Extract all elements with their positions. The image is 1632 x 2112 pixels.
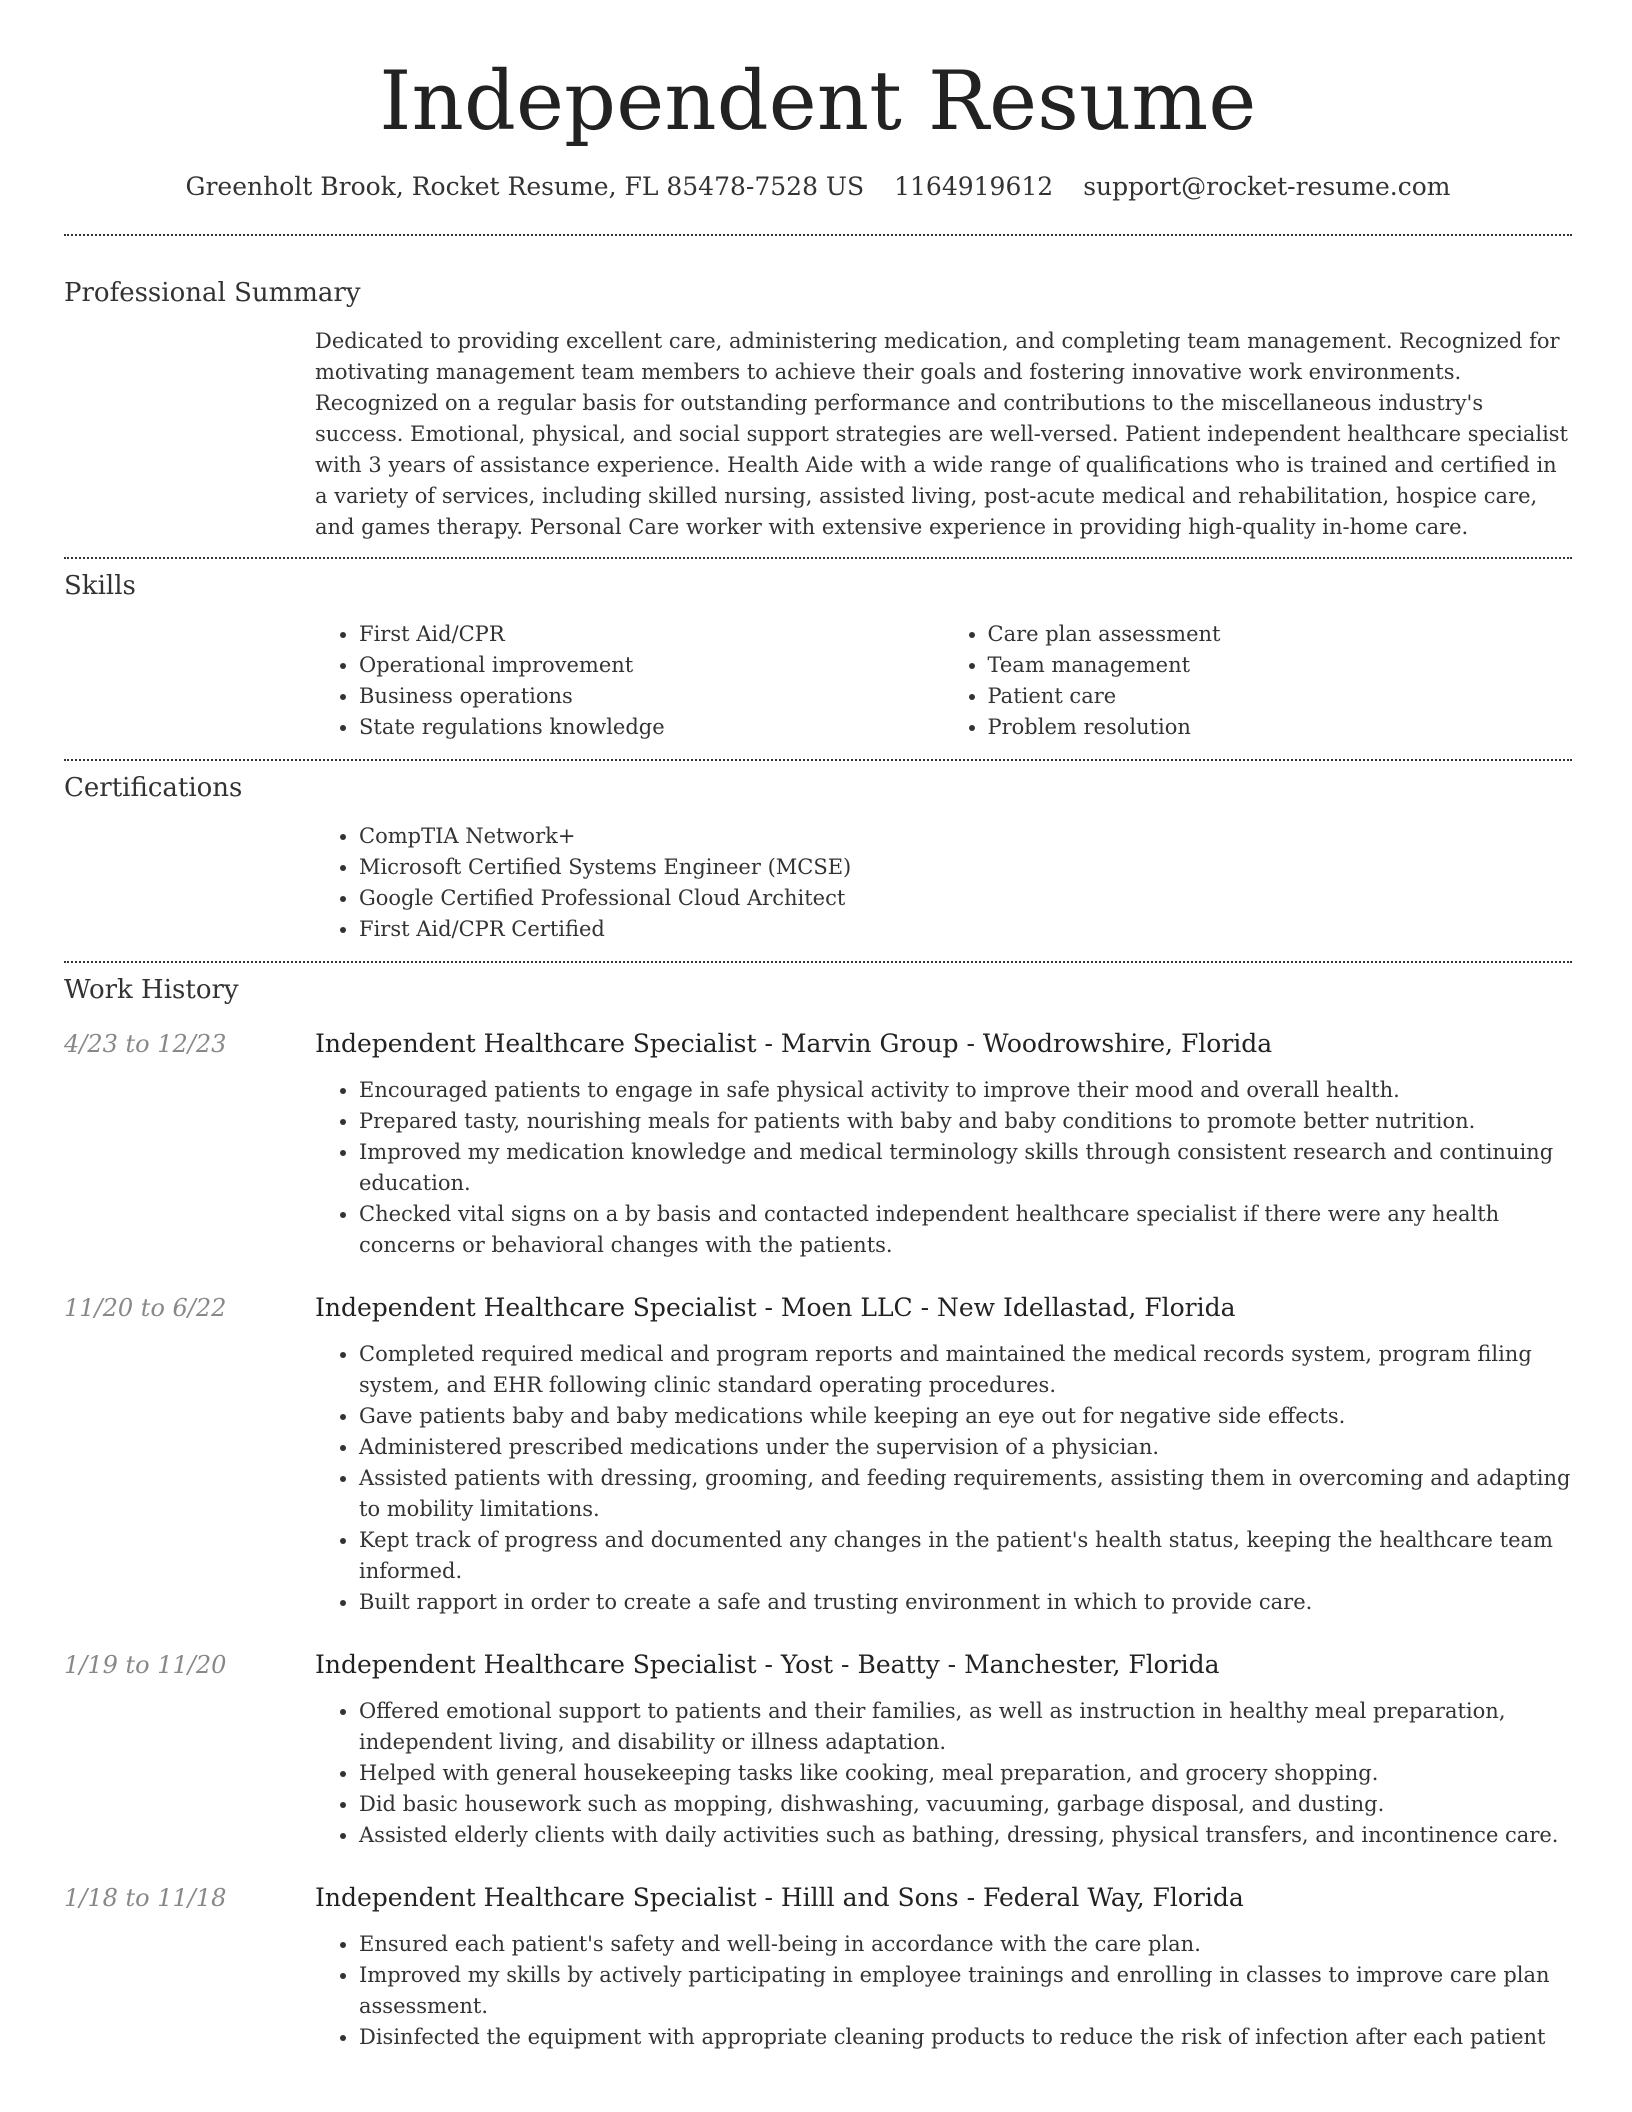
job-entry (64, 1027, 1572, 1261)
certifications-heading: Certifications (64, 773, 243, 803)
list-item: • First Aid/CPR (359, 619, 944, 650)
list-item: • CompTIA Network+ (359, 821, 1572, 852)
divider (64, 557, 1572, 559)
list-item: • Team management (988, 650, 1573, 681)
job-title: Independent Healthcare Specialist - Hilll and Sons - Federal Way, Florida (315, 1883, 1244, 1912)
list-item: • Helped with general housekeeping tasks like cooking, meal preparation, and grocery shopping. (359, 1758, 1572, 1789)
contact-line (64, 170, 1572, 204)
job-title: Independent Healthcare Specialist - Moen LLC - New Idellastad, Florida (315, 1293, 1236, 1322)
list-item: • Encouraged patients to engage in safe physical activity to improve their mood and overall health. (359, 1075, 1572, 1106)
list-item: • Built rapport in order to create a safe and trusting environment in which to provide care. (359, 1587, 1572, 1618)
list-item: • Administered prescribed medications under the supervision of a physician. (359, 1432, 1572, 1463)
job-entry (64, 1291, 1572, 1618)
divider (64, 759, 1572, 761)
divider (64, 961, 1572, 963)
list-item: • Assisted patients with dressing, grooming, and feeding requirements, assisting them in overcoming and adapting to mobility limitations. (359, 1463, 1572, 1525)
job-dates: 1/19 to 11/20 (64, 1651, 227, 1679)
summary-text: Dedicated to providing excellent care, administering medication, and completing team management. Recognized for motivating management team members to achieve their goals and fostering innovative work environments. Recognized on a regular basis for outstanding performance and contributions to the miscellaneous industry's success. Emotional, physical, and social support strategies are well-versed. Patient independent healthcare specialist with 3 years of assistance experience. Health Aide with a wide range of qualifications who is trained and certified in a variety of services, including skilled nursing, assisted living, post-acute medical and rehabilitation, hospice care, and games therapy. Personal Care worker with extensive experience in providing high-quality in-home care. (315, 329, 1568, 539)
list-item: • Ensured each patient's safety and well-being in accordance with the care plan. (359, 1929, 1572, 1960)
skills-list-right (944, 619, 1573, 743)
contact-phone: 1164919612 (894, 172, 1054, 201)
list-item: • Completed required medical and program reports and maintained the medical records system, program filing system, and EHR following clinic standard operating procedures. (359, 1339, 1572, 1401)
job-header (64, 1291, 1572, 1325)
list-item: • Checked vital signs on a by basis and contacted independent healthcare specialist if there were any health concerns or behavioral changes with the patients. (359, 1199, 1572, 1261)
certifications-section (64, 771, 1572, 945)
job-bullets (315, 1696, 1572, 1851)
list-item: • Improved my medication knowledge and medical terminology skills through consistent research and continuing education. (359, 1137, 1572, 1199)
job-header (64, 1648, 1572, 1682)
resume-title: Independent Resume (379, 55, 1257, 149)
list-item: • Offered emotional support to patients and their families, as well as instruction in healthy meal preparation, independent living, and disability or illness adaptation. (359, 1696, 1572, 1758)
certifications-body (315, 821, 1572, 945)
list-item: • Kept track of progress and documented any changes in the patient's health status, keeping the healthcare team informed. (359, 1525, 1572, 1587)
job-bullet-list (315, 1929, 1572, 2053)
list-item: • Gave patients baby and baby medications while keeping an eye out for negative side effects. (359, 1401, 1572, 1432)
certifications-list (315, 821, 1572, 945)
list-item: • Problem resolution (988, 712, 1573, 743)
job-bullets (315, 1929, 1572, 2053)
job-dates: 1/18 to 11/18 (64, 1884, 227, 1912)
list-item: • Operational improvement (359, 650, 944, 681)
list-item: • Assisted elderly clients with daily activities such as bathing, dressing, physical transfers, and incontinence care. (359, 1820, 1572, 1851)
job-bullets (315, 1339, 1572, 1618)
skills-grid (315, 619, 1572, 743)
job-title: Independent Healthcare Specialist - Marvin Group - Woodrowshire, Florida (315, 1029, 1273, 1058)
skills-list-left (315, 619, 944, 743)
job-entry (64, 1648, 1572, 1851)
job-bullets (315, 1075, 1572, 1261)
summary-section (64, 276, 1572, 543)
resume-page (64, 0, 1572, 2053)
list-item: • Google Certified Professional Cloud Architect (359, 883, 1572, 914)
list-item: • Prepared tasty, nourishing meals for patients with baby and baby conditions to promote better nutrition. (359, 1106, 1572, 1137)
job-header (64, 1027, 1572, 1061)
job-bullet-list (315, 1696, 1572, 1851)
summary-heading: Professional Summary (64, 278, 361, 308)
skills-heading: Skills (64, 571, 136, 601)
job-entry (64, 1881, 1572, 2053)
list-item: • Microsoft Certified Systems Engineer (MCSE) (359, 852, 1572, 883)
job-title: Independent Healthcare Specialist - Yost - Beatty - Manchester, Florida (315, 1650, 1220, 1679)
job-bullet-list (315, 1339, 1572, 1618)
job-dates: 11/20 to 6/22 (64, 1294, 227, 1322)
list-item: • Improved my skills by actively participating in employee trainings and enrolling in classes to improve care plan assessment. (359, 1960, 1572, 2022)
job-dates: 4/23 to 12/23 (64, 1030, 227, 1058)
list-item: • State regulations knowledge (359, 712, 944, 743)
work-section (64, 973, 1572, 2053)
list-item: • Did basic housework such as mopping, dishwashing, vacuuming, garbage disposal, and dusting. (359, 1789, 1572, 1820)
contact-address: Greenholt Brook, Rocket Resume, FL 85478-7528 US (185, 172, 865, 201)
contact-email[interactable]: support@rocket-resume.com (1083, 172, 1451, 201)
job-header (64, 1881, 1572, 1915)
summary-body (315, 326, 1572, 543)
list-item: • Business operations (359, 681, 944, 712)
list-item: • Patient care (988, 681, 1573, 712)
list-item: • Disinfected the equipment with appropriate cleaning products to reduce the risk of infection after each patient (359, 2022, 1572, 2053)
work-heading: Work History (64, 975, 239, 1005)
list-item: • Care plan assessment (988, 619, 1573, 650)
job-bullet-list (315, 1075, 1572, 1261)
skills-section (64, 569, 1572, 743)
divider (64, 234, 1572, 236)
list-item: • First Aid/CPR Certified (359, 914, 1572, 945)
